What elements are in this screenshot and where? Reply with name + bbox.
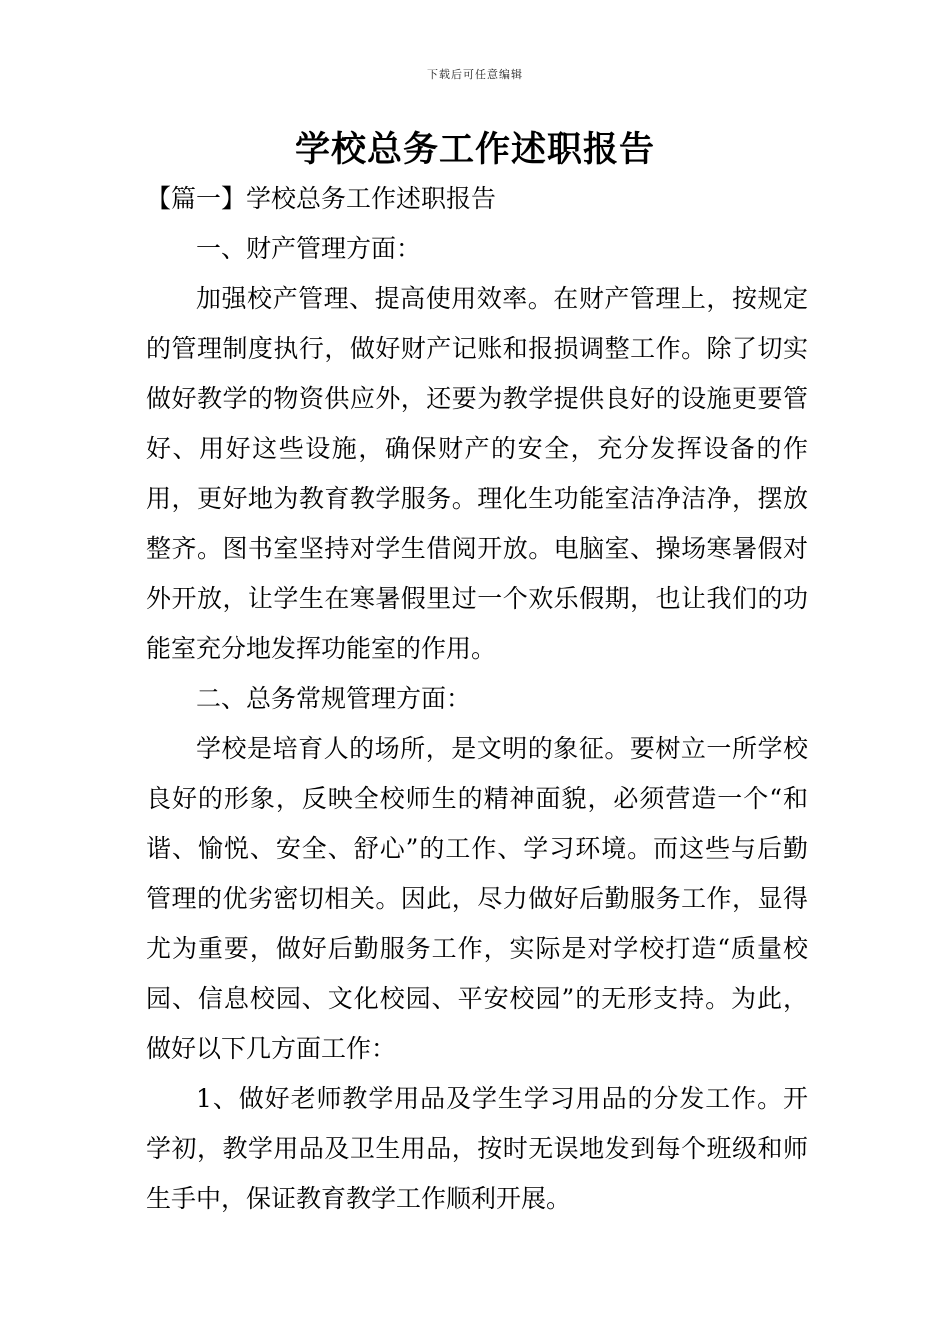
section-paragraph-1: 加强校产管理、提高使用效率。在财产管理上，按规定的管理制度执行，做好财产记账和报损调整工作。除了切实做好教学的物资供应外，还要为教学提供良好的设施更要管好、用好这些设施，确保财产的安全，充分发挥设备的作用，更好地为教育教学服务。理化生功能室洁净洁净，摆放整齐。图书室坚持对学生借阅开放。电脑室、操场寒暑假对外开放，让学生在寒暑假里过一个欢乐假期，也让我们的功能室充分地发挥功能室的作用。 — [146, 284, 808, 663]
section-heading-1: 一、财产管理方面： — [196, 234, 422, 263]
section-heading-2: 二、总务常规管理方面： — [196, 684, 472, 713]
document-title: 学校总务工作述职报告 — [294, 129, 655, 170]
header-note: 下载后可任意编辑 — [427, 68, 523, 81]
document-body — [146, 174, 808, 1224]
document-subtitle: 【篇一】学校总务工作述职报告 — [146, 184, 497, 213]
section-paragraph-2: 学校是培育人的场所，是文明的象征。要树立一所学校良好的形象，反映全校师生的精神面貌，必须营造一个“和谐、愉悦、安全、舒心”的工作、学习环境。而这些与后勤管理的优劣密切相关。因此，尽力做好后勤服务工作，显得尤为重要，做好后勤服务工作，实际是对学校打造“质量校园、信息校园、文化校园、平安校园”的无形支持。为此，做好以下几方面工作： — [146, 734, 808, 1063]
section-item-1: 1、做好老师教学用品及学生学习用品的分发工作。开学初，教学用品及卫生用品，按时无误地发到每个班级和师生手中，保证教育教学工作顺利开展。 — [146, 1084, 808, 1213]
